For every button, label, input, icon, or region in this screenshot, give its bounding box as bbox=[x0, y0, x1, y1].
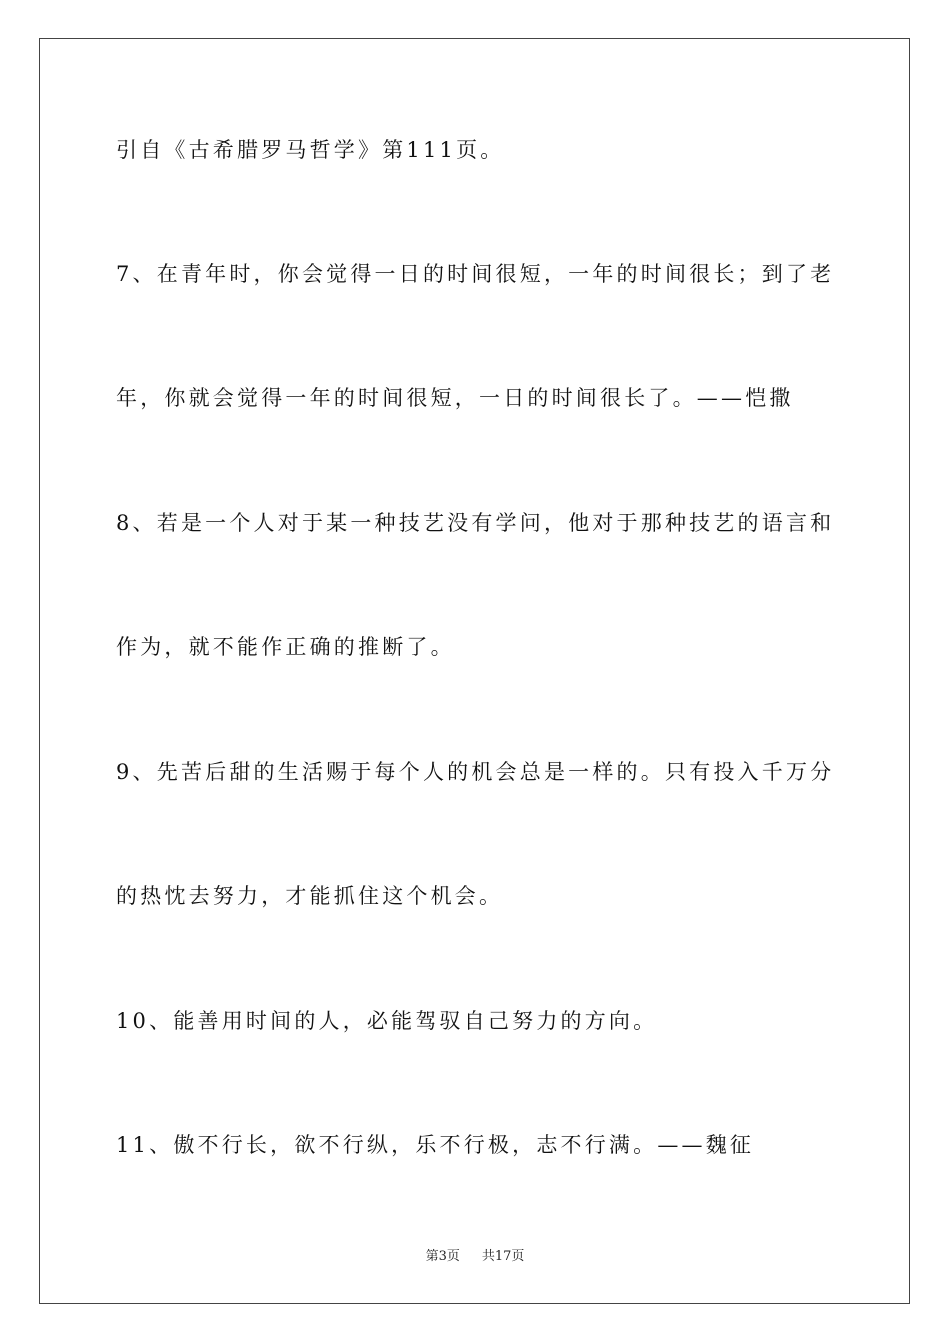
text-line: 11、傲不行长，欲不行纵，乐不行极，志不行满。——魏征 bbox=[116, 1133, 755, 1157]
text-line: 8、若是一个人对于某一种技艺没有学问，他对于那种技艺的语言和 bbox=[116, 511, 835, 535]
page-frame bbox=[39, 38, 910, 1304]
text-line: 9、先苦后甜的生活赐于每个人的机会总是一样的。只有投入千万分 bbox=[116, 760, 835, 784]
page-number: 第3页 bbox=[425, 1249, 460, 1264]
page-footer bbox=[0, 1248, 950, 1266]
text-line: 的热忱去努力，才能抓住这个机会。 bbox=[116, 884, 504, 908]
text-line: 作为，就不能作正确的推断了。 bbox=[116, 635, 455, 659]
page-total: 共17页 bbox=[481, 1249, 525, 1264]
text-line: 10、能善用时间的人，必能驾驭自己努力的方向。 bbox=[116, 1009, 658, 1033]
text-line: 年，你就会觉得一年的时间很短，一日的时间很长了。——恺撒 bbox=[116, 386, 794, 410]
text-line: 7、在青年时，你会觉得一日的时间很短，一年的时间很长；到了老 bbox=[116, 262, 835, 286]
text-line: 引自《古希腊罗马哲学》第111页。 bbox=[116, 138, 505, 162]
